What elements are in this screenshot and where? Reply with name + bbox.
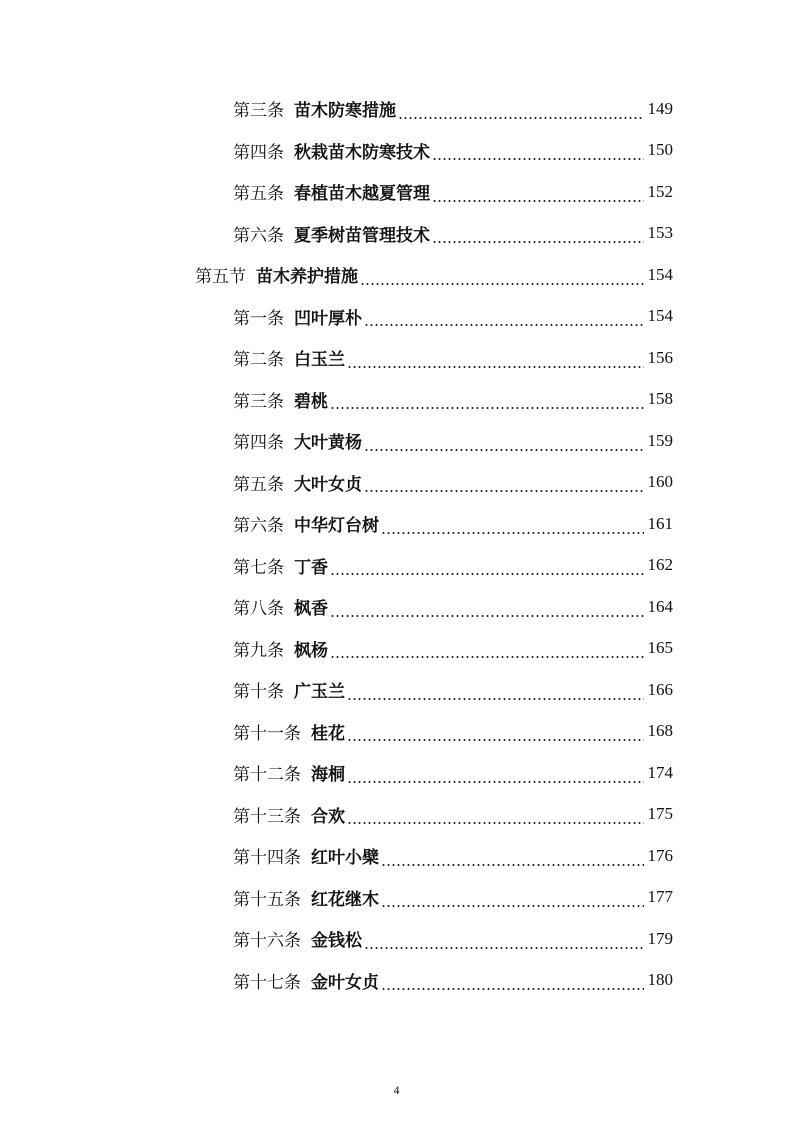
- toc-entry-label: 第七条: [233, 557, 284, 578]
- toc-entry-label: 第九条: [233, 640, 284, 661]
- toc-entry-page: 166: [647, 679, 673, 699]
- toc-entry-label: 第四条: [233, 433, 284, 454]
- toc-entry-label: 第三条: [233, 101, 284, 122]
- toc-entry-label: 第五条: [233, 474, 284, 495]
- toc-entry-page: 152: [647, 181, 673, 201]
- dot-leader: [381, 864, 644, 866]
- toc-section-label: 第五节: [195, 267, 246, 288]
- dot-leader: [432, 200, 644, 202]
- toc-entry-label: 第六条: [233, 516, 284, 537]
- toc-entry-label: 第一条: [233, 308, 284, 329]
- dot-leader: [347, 781, 644, 783]
- dot-leader: [347, 739, 644, 741]
- toc-entry-page: 154: [647, 306, 673, 326]
- toc-entry-page: 175: [647, 804, 673, 824]
- toc-entry-label: 第六条: [233, 225, 284, 246]
- toc-entry-label: 第三条: [233, 391, 284, 412]
- toc-section-entry[interactable]: [0, 254, 673, 296]
- toc-entry-title: 丁香: [294, 557, 328, 578]
- toc-entry-page: 150: [647, 140, 673, 160]
- toc-entry[interactable]: [0, 296, 673, 338]
- toc-entry-title: 大叶女贞: [294, 474, 362, 495]
- toc-entry-label: 第十一条: [233, 723, 301, 744]
- toc-entry-label: 第五条: [233, 184, 284, 205]
- toc-entry-label: 第十五条: [233, 889, 301, 910]
- toc-entry-title: 苗木防寒措施: [294, 101, 396, 122]
- toc-entry[interactable]: [0, 130, 673, 172]
- toc-entry-page: 162: [647, 555, 673, 575]
- page-number: 4: [393, 1083, 400, 1097]
- toc-entry[interactable]: [0, 628, 673, 670]
- toc-entry-page: 168: [647, 721, 673, 741]
- toc-entry[interactable]: [0, 835, 673, 877]
- toc-entry-title: 凹叶厚朴: [294, 308, 362, 329]
- dot-leader: [347, 366, 644, 368]
- toc-entry-title: 广玉兰: [294, 682, 345, 703]
- toc-entry-label: 第二条: [233, 350, 284, 371]
- toc-entry[interactable]: [0, 960, 673, 1002]
- toc-entry-title: 红叶小檗: [311, 848, 379, 869]
- toc-entry[interactable]: [0, 88, 673, 130]
- toc-entry-page: 164: [647, 596, 673, 616]
- toc-entry-label: 第十四条: [233, 848, 301, 869]
- toc-entry-title: 碧桃: [294, 391, 328, 412]
- toc-entry[interactable]: [0, 420, 673, 462]
- toc-entry-page: 156: [647, 347, 673, 367]
- dot-leader: [364, 324, 644, 326]
- dot-leader: [432, 241, 644, 243]
- toc-entry[interactable]: [0, 794, 673, 836]
- toc-entry-page: 159: [647, 430, 673, 450]
- toc-entry-page: 180: [647, 970, 673, 990]
- toc-entry[interactable]: [0, 379, 673, 421]
- toc-section-page: 154: [647, 264, 673, 284]
- dot-leader: [347, 698, 644, 700]
- toc-entry-label: 第八条: [233, 599, 284, 620]
- toc-entry-title: 桂花: [311, 723, 345, 744]
- toc-entry-page: 160: [647, 472, 673, 492]
- toc-entry[interactable]: [0, 669, 673, 711]
- dot-leader: [330, 656, 644, 658]
- dot-leader: [330, 615, 644, 617]
- toc-entry-title: 枫杨: [294, 640, 328, 661]
- dot-leader: [381, 905, 644, 907]
- toc-entry[interactable]: [0, 545, 673, 587]
- toc-entry[interactable]: [0, 462, 673, 504]
- toc-entry-title: 中华灯台树: [294, 516, 379, 537]
- toc-entry[interactable]: [0, 213, 673, 255]
- toc-entry[interactable]: [0, 586, 673, 628]
- toc-entry-title: 秋栽苗木防寒技术: [294, 142, 430, 163]
- toc-entry[interactable]: [0, 337, 673, 379]
- toc-entry-label: 第十条: [233, 682, 284, 703]
- toc-entry-label: 第四条: [233, 142, 284, 163]
- toc-entry-title: 大叶黄杨: [294, 433, 362, 454]
- toc-entry[interactable]: [0, 171, 673, 213]
- dot-leader: [347, 822, 644, 824]
- toc-entry-title: 金钱松: [311, 931, 362, 952]
- toc-entry-title: 白玉兰: [294, 350, 345, 371]
- dot-leader: [381, 988, 644, 990]
- toc-entry[interactable]: [0, 918, 673, 960]
- dot-leader: [364, 490, 644, 492]
- toc-entry-title: 合欢: [311, 806, 345, 827]
- toc-entry-label: 第十三条: [233, 806, 301, 827]
- toc-entry-page: 158: [647, 389, 673, 409]
- toc-entry[interactable]: [0, 503, 673, 545]
- toc-entry-title: 夏季树苗管理技术: [294, 225, 430, 246]
- toc-entry-page: 165: [647, 638, 673, 658]
- toc-entry-page: 176: [647, 845, 673, 865]
- toc-entry-title: 海桐: [311, 765, 345, 786]
- toc-entry-label: 第十六条: [233, 931, 301, 952]
- toc-entry-title: 金叶女贞: [311, 972, 379, 993]
- toc-entry-page: 153: [647, 223, 673, 243]
- toc-entry-page: 149: [647, 98, 673, 118]
- dot-leader: [398, 117, 644, 119]
- dot-leader: [432, 158, 644, 160]
- toc-entry-label: 第十二条: [233, 765, 301, 786]
- toc-entry[interactable]: [0, 711, 673, 753]
- toc-entry-title: 红花继木: [311, 889, 379, 910]
- toc-entry-page: 179: [647, 928, 673, 948]
- toc-entry[interactable]: [0, 752, 673, 794]
- dot-leader: [360, 283, 644, 285]
- table-of-contents: [0, 88, 793, 1001]
- dot-leader: [330, 407, 644, 409]
- toc-section-title: 苗木养护措施: [256, 267, 358, 288]
- dot-leader: [364, 947, 644, 949]
- dot-leader: [381, 532, 644, 534]
- toc-entry-page: 161: [647, 513, 673, 533]
- toc-entry-page: 177: [647, 887, 673, 907]
- toc-entry-label: 第十七条: [233, 972, 301, 993]
- toc-entry[interactable]: [0, 877, 673, 919]
- dot-leader: [330, 573, 644, 575]
- toc-entry-title: 春植苗木越夏管理: [294, 184, 430, 205]
- dot-leader: [364, 449, 644, 451]
- toc-entry-page: 174: [647, 762, 673, 782]
- toc-entry-title: 枫香: [294, 599, 328, 620]
